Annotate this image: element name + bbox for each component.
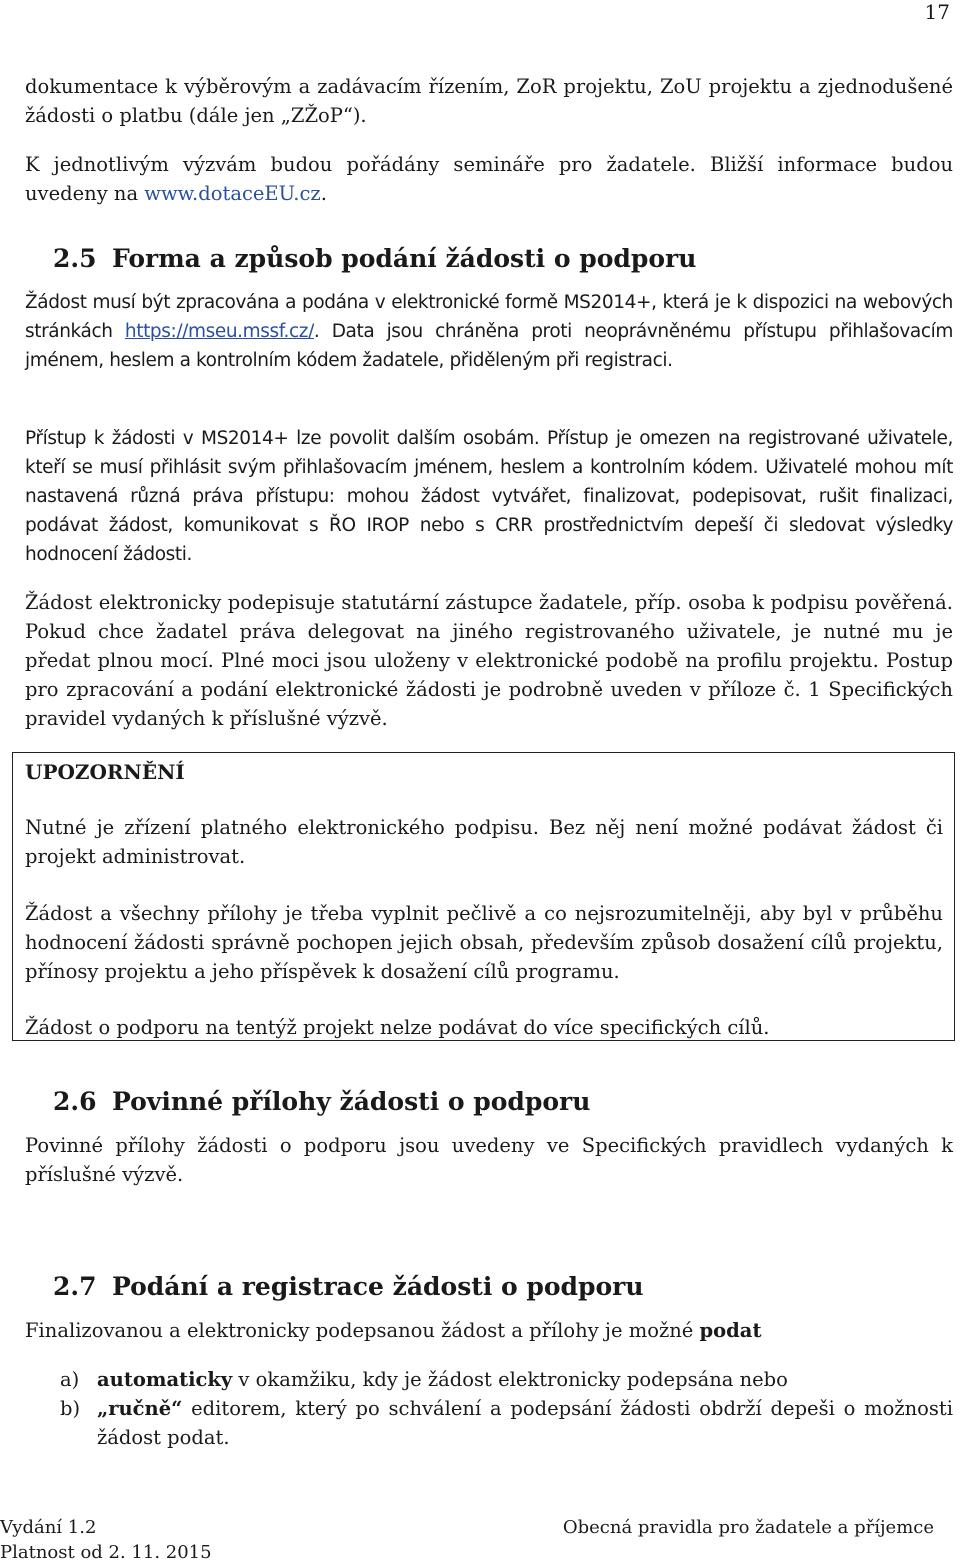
mseu-link[interactable]: https://mseu.mssf.cz/ — [124, 321, 314, 342]
notice-paragraph-single-objective: Žádost o podporu na tentýž projekt nelze podávat do více specifických cílů. — [25, 1016, 770, 1039]
notice-paragraph-signature: Nutné je zřízení platného elektronického podpisu. Bez něj není možné podávat žádost či projekt administrovat. — [25, 816, 943, 868]
signature-paragraph: Žádost elektronicky podepisuje statutární zástupce žadatele, příp. osoba k podpisu pověřená. Pokud chce žadatel práva delegovat na jiného registrovaného uživatele, je nutné mu je předat plnou mocí. Plné moci jsou uloženy v elektronické podobě na profilu projektu. Postup pro zpracování a podání elektronické žádosti je podrobně uveden v příloze č. 1 Specifických pravidel vydaných k příslušné výzvě. — [25, 591, 953, 730]
intro-paragraph: dokumentace k výběrovým a zadávacím řízením, ZoR projektu, ZoU projektu a zjednodušené žádosti o platbu (dále jen „ZŽoP“). — [25, 75, 953, 127]
footer-edition: Vydání 1.2 — [0, 1517, 97, 1538]
list-item-manual: b) „ručně“ editorem, který po schválení a podepsání žádosti obdrží depeši o možnosti žádost podat. — [25, 1394, 953, 1452]
notice-title: UPOZORNĚNÍ — [25, 760, 185, 784]
footer-valid-from: Platnost od 2. 11. 2015 — [0, 1542, 212, 1563]
dotaceeu-link[interactable]: www.dotaceEU.cz — [144, 182, 321, 205]
section-title: Forma a způsob podání žádosti o podporu — [112, 244, 697, 273]
section-number: 2.7 — [53, 1272, 97, 1301]
notice-paragraph-attachments: Žádost a všechny přílohy je třeba vyplnit pečlivě a co nejsrozumitelněji, aby byl v průběhu hodnocení žádosti správně pochopen jejich obsah, především způsob dosažení cílů projektu, přínosy projektu a jeho příspěvek k dosažení cílů programu. — [25, 902, 943, 983]
section-title: Povinné přílohy žádosti o podporu — [112, 1087, 591, 1116]
footer-document-title: Obecná pravidla pro žadatele a příjemce — [562, 1517, 934, 1538]
seminar-paragraph: K jednotlivým výzvám budou pořádány semináře pro žadatele. Bližší informace budou uvedeny na www.dotaceEU.cz. — [25, 153, 953, 205]
list-marker: a) — [60, 1368, 80, 1391]
section-title: Podání a registrace žádosti o podporu — [112, 1272, 644, 1301]
section-heading-2-5 — [53, 242, 696, 276]
section-heading-2-7 — [53, 1270, 644, 1304]
access-paragraph: Přístup k žádosti v MS2014+ lze povolit dalším osobám. Přístup je omezen na registrované uživatele, kteří se musí přihlásit svým přihlašovacím jménem, heslem a kontrolním kódem. Uživatelé mohou mít nastavená různá práva přístupu: mohou žádost vytvářet, finalizovat, podepisovat, rušit finalizaci, podávat žádost, komunikovat s ŘO IROP nebo s CRR prostřednictvím depeší či sledovat výsledky hodnocení žádosti. — [25, 428, 953, 565]
section-number: 2.5 — [53, 244, 97, 273]
mandatory-attachments-paragraph: Povinné přílohy žádosti o podporu jsou uvedeny ve Specifických pravidlech vydaných k příslušné výzvě. — [25, 1134, 953, 1186]
submission-paragraph: Finalizovanou a elektronicky podepsanou žádost a přílohy je možné podat — [25, 1319, 762, 1342]
submit-emphasis: podat — [699, 1319, 762, 1342]
section-heading-2-6 — [53, 1085, 590, 1119]
notice-box — [12, 752, 955, 1041]
section-number: 2.6 — [53, 1087, 97, 1116]
page-number: 17 — [924, 0, 950, 24]
list-item-automatic: a) automaticky v okamžiku, kdy je žádost elektronicky podepsána nebo — [25, 1365, 953, 1394]
list-marker: b) — [60, 1397, 81, 1420]
ms2014-paragraph: Žádost musí být zpracována a podána v elektronické formě MS2014+, která je k dispozici na webových stránkách https://mseu.mssf.cz/. Data jsou chráněna proti neoprávněnému přístupu přihlašovacím jménem, heslem a kontrolním kódem žadatele, přiděleným při registraci. — [25, 292, 953, 371]
